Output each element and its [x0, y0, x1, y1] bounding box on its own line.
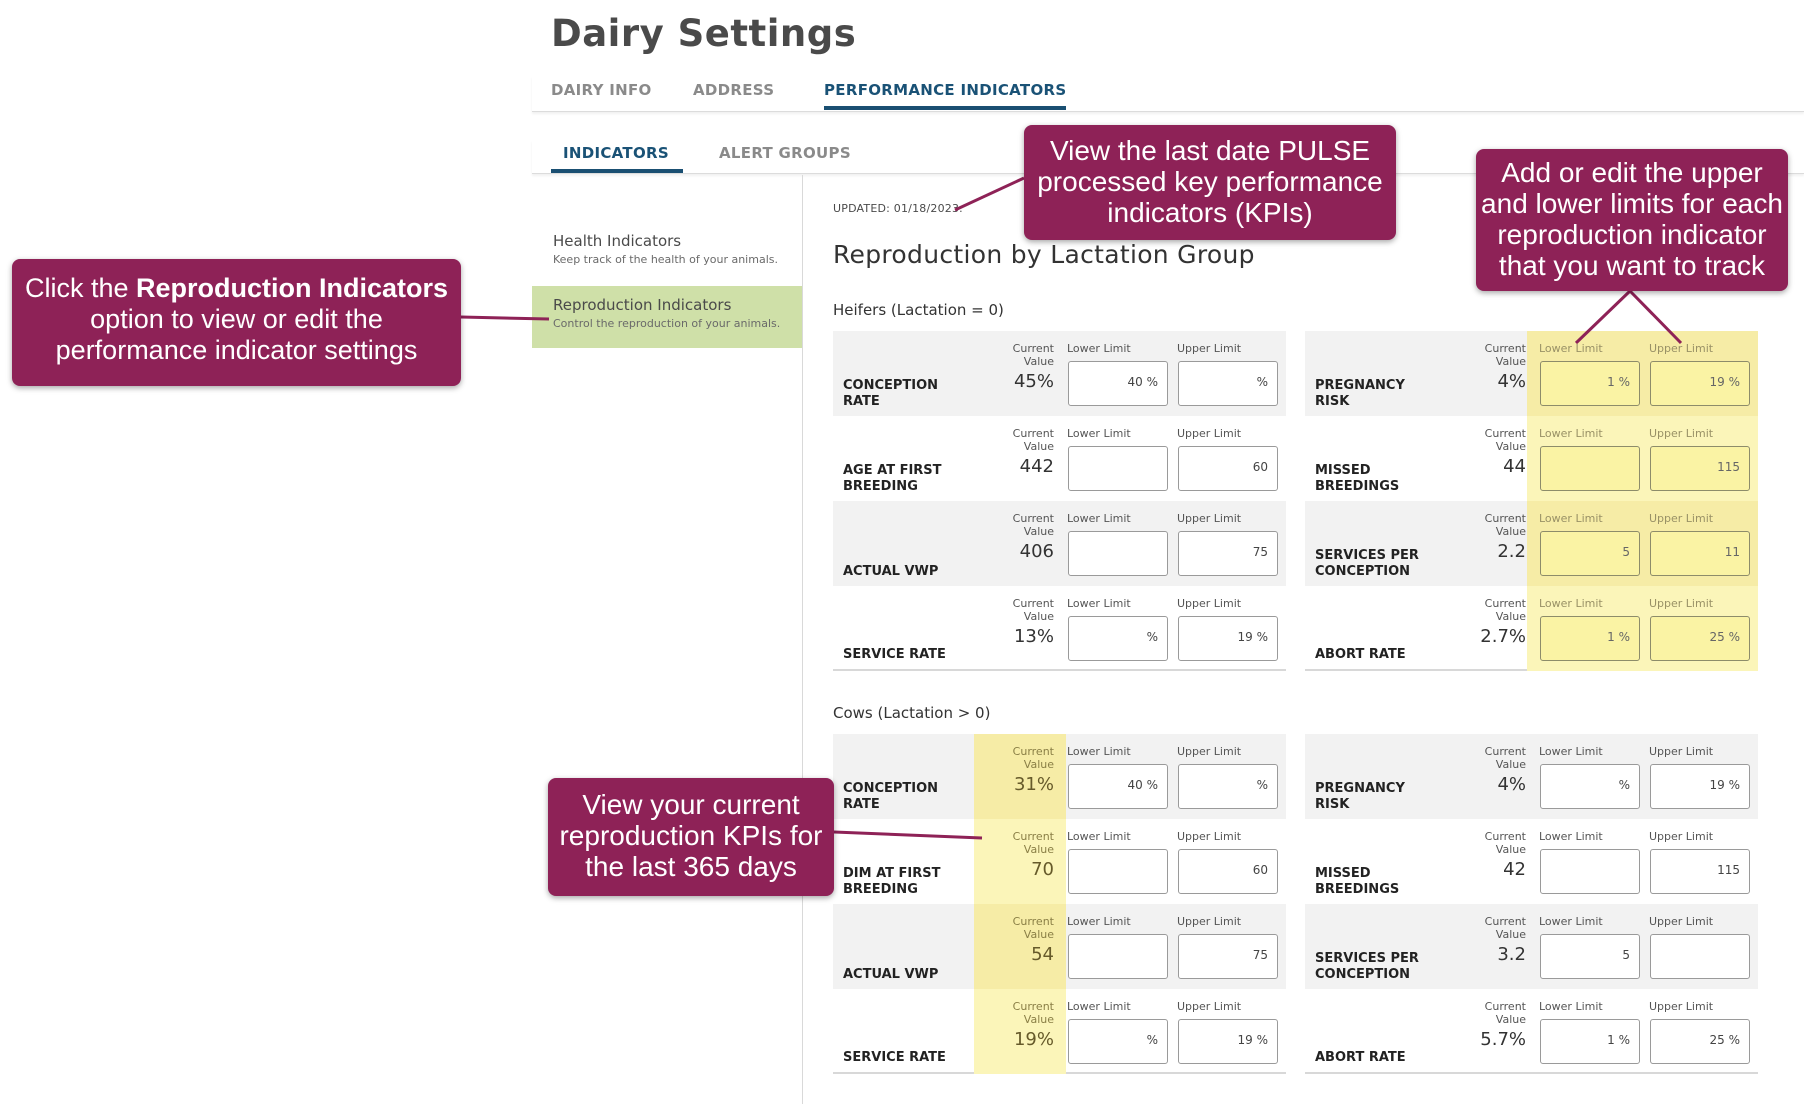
kpi-card	[1305, 416, 1758, 501]
upper-limit-input[interactable]: 60	[1178, 849, 1278, 894]
upper-limit-header: Upper Limit	[1177, 915, 1242, 928]
kpi-name: ABORT RATE	[1315, 647, 1406, 662]
upper-limit-input[interactable]	[1650, 934, 1750, 979]
kpi-name: AGE AT FIRST BREEDING	[843, 463, 942, 494]
lower-limit-input[interactable]: %	[1068, 1019, 1168, 1064]
current-value-header: Current Value	[1012, 745, 1054, 771]
lower-limit-input[interactable]: 40 %	[1068, 361, 1168, 406]
upper-limit-header: Upper Limit	[1177, 512, 1242, 525]
section-title: Reproduction by Lactation Group	[833, 240, 1255, 269]
current-value: 2.2	[1497, 541, 1526, 562]
upper-limit-input[interactable]: 19 %	[1178, 1019, 1278, 1064]
kpi-row	[833, 416, 1763, 501]
kpi-card	[833, 989, 1286, 1074]
kpi-card	[1305, 734, 1758, 819]
current-value: 42	[1503, 859, 1526, 880]
kpi-card	[1305, 819, 1758, 904]
upper-limit-header: Upper Limit	[1177, 745, 1242, 758]
current-value-header: Current Value	[1484, 597, 1526, 623]
sidebar-item-health-indicators[interactable]	[532, 222, 802, 284]
lower-limit-header: Lower Limit	[1067, 597, 1131, 610]
current-value-header: Current Value	[1484, 745, 1526, 771]
cows-group-label: Cows (Lactation > 0)	[833, 704, 991, 722]
sidebar-divider	[802, 175, 803, 1104]
kpi-name: CONCEPTION RATE	[843, 378, 939, 409]
upper-limit-header: Upper Limit	[1177, 342, 1242, 355]
upper-limit-input[interactable]: 11	[1650, 531, 1750, 576]
kpi-name: MISSED BREEDINGS	[1315, 866, 1400, 897]
lower-limit-input[interactable]: 5	[1540, 934, 1640, 979]
lower-limit-input[interactable]: %	[1540, 764, 1640, 809]
callout-text-pre: Click the	[24, 273, 136, 303]
current-value: 406	[1019, 541, 1054, 562]
upper-limit-input[interactable]: %	[1178, 361, 1278, 406]
kpi-card	[833, 586, 1286, 671]
callout-text-bold: Reproduction Indicators	[136, 273, 449, 303]
lower-limit-header: Lower Limit	[1067, 342, 1131, 355]
kpi-card	[833, 331, 1286, 416]
upper-limit-input[interactable]: 75	[1178, 531, 1278, 576]
current-value-header: Current Value	[1484, 1000, 1526, 1026]
sidebar-item-description: Keep track of the health of your animals.	[553, 253, 778, 266]
upper-limit-header: Upper Limit	[1177, 427, 1242, 440]
upper-limit-header: Upper Limit	[1649, 597, 1714, 610]
heifers-group-label: Heifers (Lactation = 0)	[833, 301, 1004, 319]
current-value: 19%	[1013, 1029, 1054, 1050]
callout-text-post: option to view or edit the performance indicator settings	[55, 304, 418, 365]
kpi-row	[833, 331, 1763, 416]
top-tab-bar	[532, 76, 1804, 112]
current-value: 54	[1031, 944, 1054, 965]
upper-limit-input[interactable]: 115	[1650, 446, 1750, 491]
lower-limit-header: Lower Limit	[1067, 512, 1131, 525]
kpi-row	[833, 819, 1763, 904]
lower-limit-header: Lower Limit	[1539, 597, 1603, 610]
kpi-name: SERVICES PER CONCEPTION	[1315, 951, 1419, 982]
lower-limit-input[interactable]	[1068, 849, 1168, 894]
current-value-header: Current Value	[1484, 830, 1526, 856]
upper-limit-header: Upper Limit	[1649, 915, 1714, 928]
tab-indicators[interactable]: INDICATORS	[563, 144, 669, 162]
kpi-name: ACTUAL VWP	[843, 967, 939, 982]
kpi-card	[1305, 331, 1758, 416]
current-value: 45%	[1013, 371, 1054, 392]
kpi-name: DIM AT FIRST BREEDING	[843, 866, 941, 897]
lower-limit-input[interactable]	[1540, 849, 1640, 894]
kpi-row	[833, 734, 1763, 819]
kpi-name: MISSED BREEDINGS	[1315, 463, 1400, 494]
kpi-row	[833, 989, 1763, 1074]
upper-limit-input[interactable]: %	[1178, 764, 1278, 809]
page-title: Dairy Settings	[551, 12, 857, 55]
upper-limit-header: Upper Limit	[1649, 512, 1714, 525]
lower-limit-header: Lower Limit	[1539, 915, 1603, 928]
kpi-name: PREGNANCY RISK	[1315, 378, 1405, 409]
lower-limit-input[interactable]: 40 %	[1068, 764, 1168, 809]
kpi-row	[833, 586, 1763, 671]
lower-limit-input[interactable]: 5	[1540, 531, 1640, 576]
current-value: 5.7%	[1480, 1029, 1526, 1050]
upper-limit-input[interactable]: 25 %	[1650, 1019, 1750, 1064]
kpi-name: PREGNANCY RISK	[1315, 781, 1405, 812]
kpi-name: ABORT RATE	[1315, 1050, 1406, 1065]
current-value: 4%	[1497, 371, 1526, 392]
kpi-card	[1305, 904, 1758, 989]
current-value-header: Current Value	[1012, 1000, 1054, 1026]
sidebar-item-reproduction-indicators[interactable]	[532, 286, 802, 348]
upper-limit-input[interactable]: 19 %	[1178, 616, 1278, 661]
current-value: 44	[1503, 456, 1526, 477]
sidebar-item-description: Control the reproduction of your animals.	[553, 317, 781, 330]
current-value: 3.2	[1497, 944, 1526, 965]
lower-limit-input[interactable]: 1 %	[1540, 361, 1640, 406]
current-value-header: Current Value	[1484, 512, 1526, 538]
callout-updated-date: View the last date PULSE processed key performance indicators (KPIs)	[1024, 125, 1396, 240]
kpi-card	[833, 904, 1286, 989]
kpi-card	[1305, 501, 1758, 586]
kpi-card	[833, 416, 1286, 501]
sidebar-item-title: Health Indicators	[553, 232, 682, 250]
lower-limit-header: Lower Limit	[1539, 427, 1603, 440]
lower-limit-input[interactable]: 1 %	[1540, 1019, 1640, 1064]
lower-limit-header: Lower Limit	[1539, 342, 1603, 355]
current-value: 13%	[1013, 626, 1054, 647]
current-value: 442	[1019, 456, 1054, 477]
kpi-name: SERVICE RATE	[843, 1050, 946, 1065]
current-value-header: Current Value	[1012, 597, 1054, 623]
upper-limit-input[interactable]: 115	[1650, 849, 1750, 894]
current-value-header: Current Value	[1012, 915, 1054, 941]
lower-limit-header: Lower Limit	[1067, 745, 1131, 758]
lower-limit-input[interactable]	[1068, 934, 1168, 979]
current-value-header: Current Value	[1484, 915, 1526, 941]
lower-limit-header: Lower Limit	[1539, 745, 1603, 758]
upper-limit-input[interactable]: 60	[1178, 446, 1278, 491]
tab-dairy-info[interactable]: DAIRY INFO	[551, 81, 652, 99]
callout-limits: Add or edit the upper and lower limits for each reproduction indicator that you want to track	[1476, 149, 1788, 291]
lower-limit-input[interactable]: %	[1068, 616, 1168, 661]
current-value-header: Current Value	[1012, 427, 1054, 453]
lower-limit-header: Lower Limit	[1539, 830, 1603, 843]
upper-limit-header: Upper Limit	[1177, 597, 1242, 610]
lower-limit-input[interactable]	[1540, 446, 1640, 491]
current-value-header: Current Value	[1012, 512, 1054, 538]
upper-limit-header: Upper Limit	[1177, 1000, 1242, 1013]
upper-limit-header: Upper Limit	[1649, 830, 1714, 843]
lower-limit-header: Lower Limit	[1539, 1000, 1603, 1013]
upper-limit-header: Upper Limit	[1649, 745, 1714, 758]
lower-limit-header: Lower Limit	[1067, 1000, 1131, 1013]
upper-limit-header: Upper Limit	[1177, 830, 1242, 843]
kpi-card	[1305, 989, 1758, 1074]
kpi-card	[833, 734, 1286, 819]
callout-current-value: View your current reproduction KPIs for the last 365 days	[548, 778, 834, 896]
kpi-name: ACTUAL VWP	[843, 564, 939, 579]
upper-limit-input[interactable]: 19 %	[1650, 361, 1750, 406]
upper-limit-input[interactable]: 25 %	[1650, 616, 1750, 661]
kpi-row	[833, 501, 1763, 586]
kpi-name: SERVICES PER CONCEPTION	[1315, 548, 1419, 579]
lower-limit-input[interactable]	[1068, 531, 1168, 576]
upper-limit-input[interactable]: 75	[1178, 934, 1278, 979]
kpi-card	[1305, 586, 1758, 671]
current-value-header: Current Value	[1012, 830, 1054, 856]
upper-limit-header: Upper Limit	[1649, 342, 1714, 355]
kpi-name: CONCEPTION RATE	[843, 781, 939, 812]
upper-limit-input[interactable]: 19 %	[1650, 764, 1750, 809]
tab-performance-indicators[interactable]: PERFORMANCE INDICATORS	[824, 81, 1067, 99]
tab-address[interactable]: ADDRESS	[693, 81, 775, 99]
current-value-header: Current Value	[1484, 342, 1526, 368]
kpi-name: SERVICE RATE	[843, 647, 946, 662]
kpi-row	[833, 904, 1763, 989]
kpi-card	[833, 819, 1286, 904]
lower-limit-header: Lower Limit	[1067, 915, 1131, 928]
current-value-header: Current Value	[1012, 342, 1054, 368]
callout-reproduction-indicators	[12, 259, 461, 386]
upper-limit-header: Upper Limit	[1649, 427, 1714, 440]
updated-date: UPDATED: 01/18/2023.	[833, 202, 963, 215]
lower-limit-header: Lower Limit	[1067, 427, 1131, 440]
lower-limit-input[interactable]	[1068, 446, 1168, 491]
lower-limit-header: Lower Limit	[1067, 830, 1131, 843]
current-value: 31%	[1013, 774, 1054, 795]
current-value: 70	[1031, 859, 1054, 880]
lower-limit-header: Lower Limit	[1539, 512, 1603, 525]
tab-alert-groups[interactable]: ALERT GROUPS	[719, 144, 851, 162]
current-value: 2.7%	[1480, 626, 1526, 647]
upper-limit-header: Upper Limit	[1649, 1000, 1714, 1013]
sidebar-item-title: Reproduction Indicators	[553, 296, 732, 314]
kpi-card	[833, 501, 1286, 586]
lower-limit-input[interactable]: 1 %	[1540, 616, 1640, 661]
current-value: 4%	[1497, 774, 1526, 795]
current-value-header: Current Value	[1484, 427, 1526, 453]
